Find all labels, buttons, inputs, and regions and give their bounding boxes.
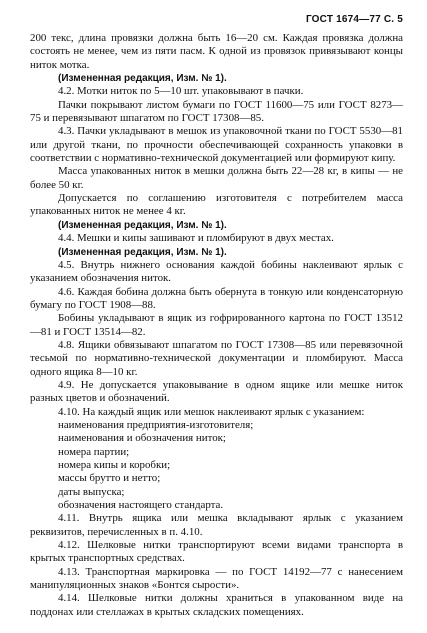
list-item: номера кипы и коробки;	[58, 459, 171, 471]
document-body	[30, 32, 403, 619]
paragraph: 4.2. Мотки ниток по 5—10 шт. упаковывают в пачки.	[58, 85, 304, 98]
page-header: ГОСТ 1674—77 С. 5	[305, 14, 403, 25]
paragraph: 4.13. Транспортная маркировка — по ГОСТ 14192—77 с нанесением манипуляционных знаков «Бонтся сырости».	[30, 565, 403, 592]
list-item: наименования предприятия-изготовителя;	[58, 418, 254, 431]
paragraph: 4.8. Ящики обвязывают шпагатом по ГОСТ 17308—85 или перевязочной тесьмой по нормативно-технической документации и пломбируют. Масса одного ящика 8—10 кг.	[30, 338, 403, 378]
paragraph: Допускается по соглашению изготовителя с потребителем масса упакованных ниток не менее 4 кг.	[30, 192, 403, 218]
paragraph: 4.11. Внутрь ящика или мешка вкладывают ярлык с указанием реквизитов, перечисленных в п. 4.10.	[30, 512, 403, 538]
paragraph: 4.5. Внутрь нижнего основания каждой бобины наклеивают ярлык с указанием обозначения ниток.	[30, 258, 403, 285]
paragraph: 4.4. Мешки и кипы зашивают и пломбируют в двух местах.	[58, 232, 334, 245]
paragraph: 200 текс, длина провязки должна быть 16—20 см. Каждая провязка должна состоять не менее, чем из пяти пасм. К одной из провязок привязывают концы ниток мотка.	[30, 32, 403, 71]
paragraph: 4.12. Шелковые нитки транспортируют всеми видами транспорта в крытых транспортных средствах.	[30, 539, 403, 565]
list-item: номера партии;	[58, 445, 130, 458]
amendment-note: (Измененная редакция, Изм. № 1).	[58, 219, 227, 231]
paragraph: Масса упакованных ниток в мешки должна быть 22—28 кг, в кипы — не более 50 кг.	[30, 165, 403, 191]
paragraph: 4.6. Каждая бобина должна быть обернута в тонкую или конденсаторную бумагу по ГОСТ 1908—88.	[30, 285, 403, 311]
list-item: массы брутто и нетто;	[58, 472, 161, 485]
list-item: наименования и обозначения ниток;	[58, 432, 226, 445]
list-item: даты выпуска;	[58, 485, 125, 498]
amendment-note: (Измененная редакция, Изм. № 1).	[58, 246, 227, 258]
paragraph: 4.9. Не допускается упаковывание в одном ящике или мешке ниток разных цветов и обозначений.	[30, 378, 403, 405]
paragraph: Пачки покрывают листом бумаги по ГОСТ 11600—75 или ГОСТ 8273—75 и перевязывают шпагатом по ГОСТ 17308—85.	[30, 98, 403, 125]
paragraph: Бобины укладывают в ящик из гофрированного картона по ГОСТ 13512—81 и ГОСТ 13514—82.	[30, 312, 403, 338]
paragraph: 4.10. На каждый ящик или мешок наклеивают ярлык с указанием:	[58, 405, 365, 418]
paragraph: 4.14. Шелковые нитки должны храниться в упакованном виде на поддонах или стеллажах в крытых складских помещениях.	[30, 592, 403, 618]
list-item: обозначения настоящего стандарта.	[58, 499, 224, 512]
paragraph: 4.3. Пачки укладывают в мешок из упаковочной ткани по ГОСТ 5530—81 или другой ткани, по прочности обеспечивающей сохранность упаковки в соответствии с нормативно-технической документацией или формируют кипу.	[30, 125, 403, 165]
amendment-note: (Измененная редакция, Изм. № 1).	[58, 73, 227, 85]
